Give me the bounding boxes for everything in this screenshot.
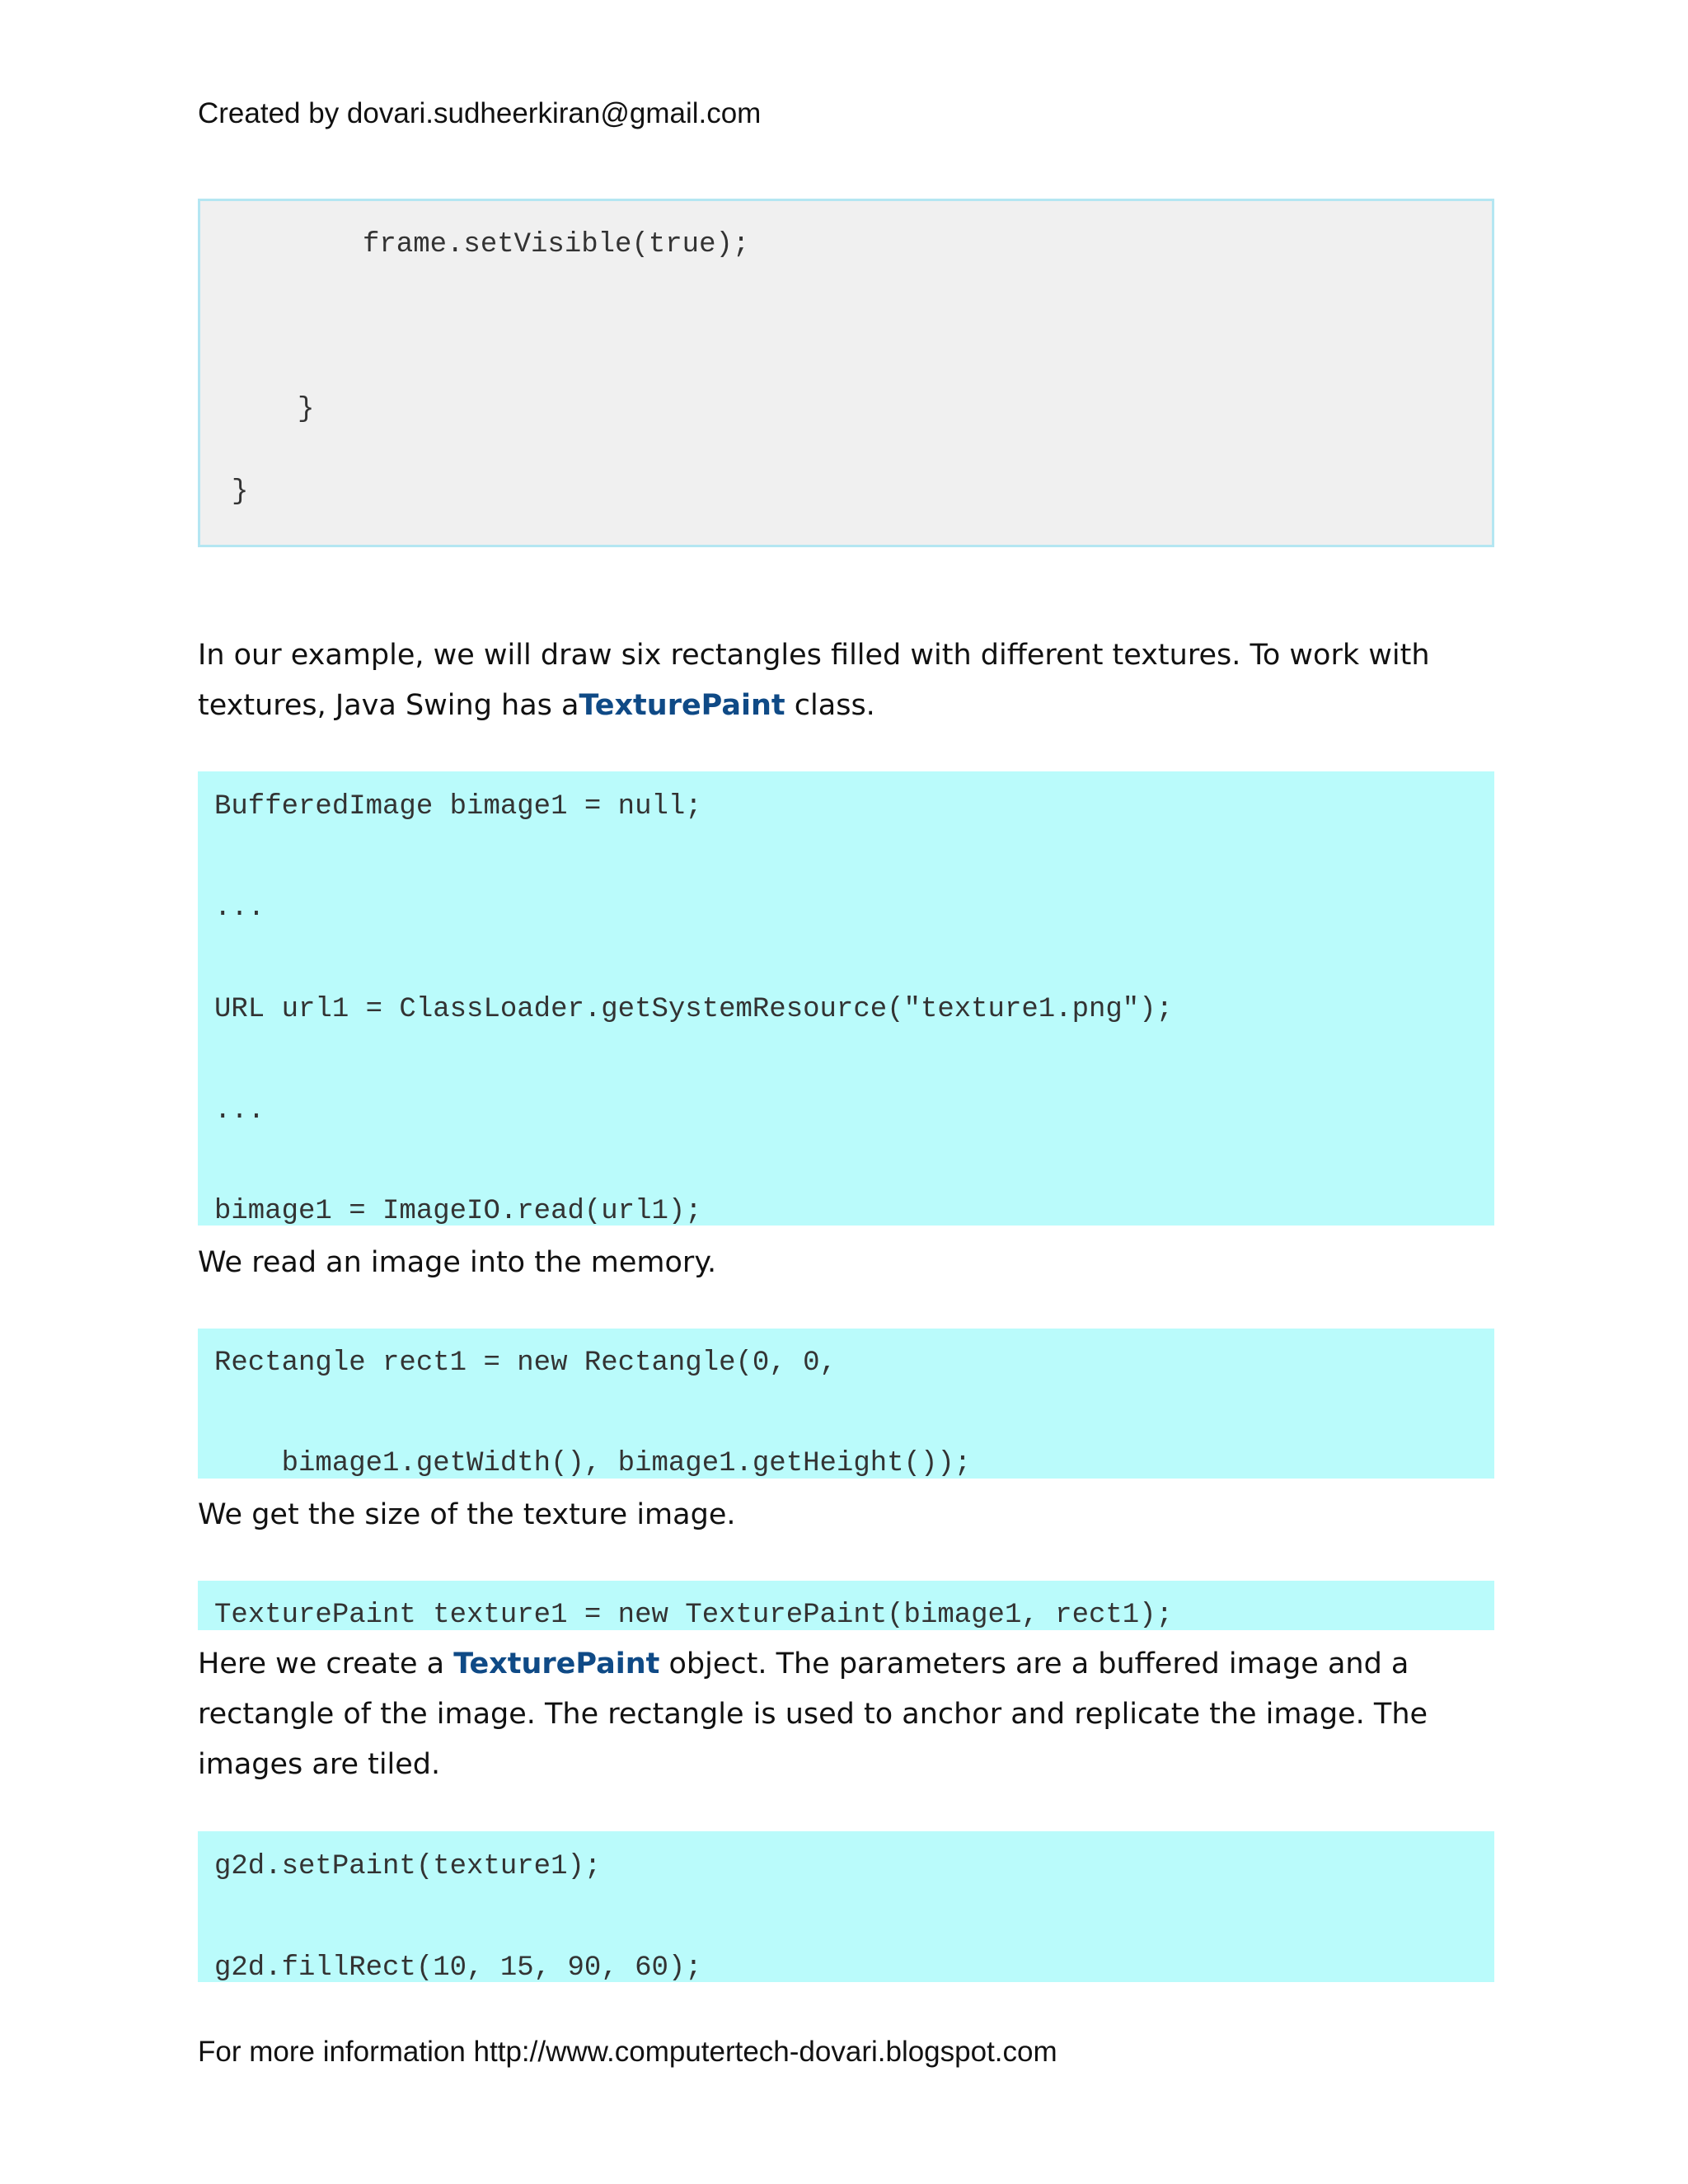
code-block-frame-visible (198, 199, 1494, 547)
paragraph-text: class. (785, 689, 875, 722)
code-line: URL url1 = ClassLoader.getSystemResource("texture1.png"); (214, 994, 1173, 1025)
code-line: } (232, 476, 249, 508)
code-line: g2d.fillRect(10, 15, 90, 60); (214, 1952, 702, 1982)
paragraph-text: Here we create a (198, 1647, 454, 1680)
code-block-buffered-image (198, 771, 1494, 1226)
texturepaint-description-paragraph (198, 1639, 1500, 1790)
page-footer: For more information http://www.computertech-dovari.blogspot.com (198, 2036, 1057, 2068)
code-block-fill-rect (198, 1831, 1494, 1982)
texturepaint-keyword: TexturePaint (579, 689, 785, 722)
code-line: bimage1 = ImageIO.read(url1); (214, 1196, 702, 1226)
code-line: } (298, 394, 315, 425)
code-line: ... (214, 893, 265, 924)
page-header: Created by dovari.sudheerkiran@gmail.com (198, 97, 762, 129)
paragraph-text: object. The parameters are a buffered image and a rectangle of the image. The rectangle is used to anchor and replicate the image. The images are tiled. (198, 1647, 1428, 1781)
code-line: BufferedImage bimage1 = null; (214, 791, 702, 823)
paragraph-text: In our example, we will draw six rectangles filled with different textures. To work with textures, Java Swing has a (198, 639, 1430, 722)
code-line: bimage1.getWidth(), bimage1.getHeight()); (214, 1448, 972, 1479)
code-line: ... (214, 1095, 265, 1127)
code-line: TexturePaint texture1 = new TexturePaint(bimage1, rect1); (214, 1600, 1173, 1630)
code-block-rectangle (198, 1329, 1494, 1479)
code-line: g2d.setPaint(texture1); (214, 1851, 602, 1882)
texturepaint-keyword: TexturePaint (453, 1647, 660, 1680)
texture-size-paragraph: We get the size of the texture image. (198, 1498, 736, 1531)
code-line: Rectangle rect1 = new Rectangle(0, 0, (214, 1347, 837, 1379)
code-block-texture-paint (198, 1581, 1494, 1630)
read-image-paragraph: We read an image into the memory. (198, 1246, 717, 1279)
code-line: frame.setVisible(true); (363, 229, 750, 260)
intro-paragraph (198, 630, 1500, 731)
